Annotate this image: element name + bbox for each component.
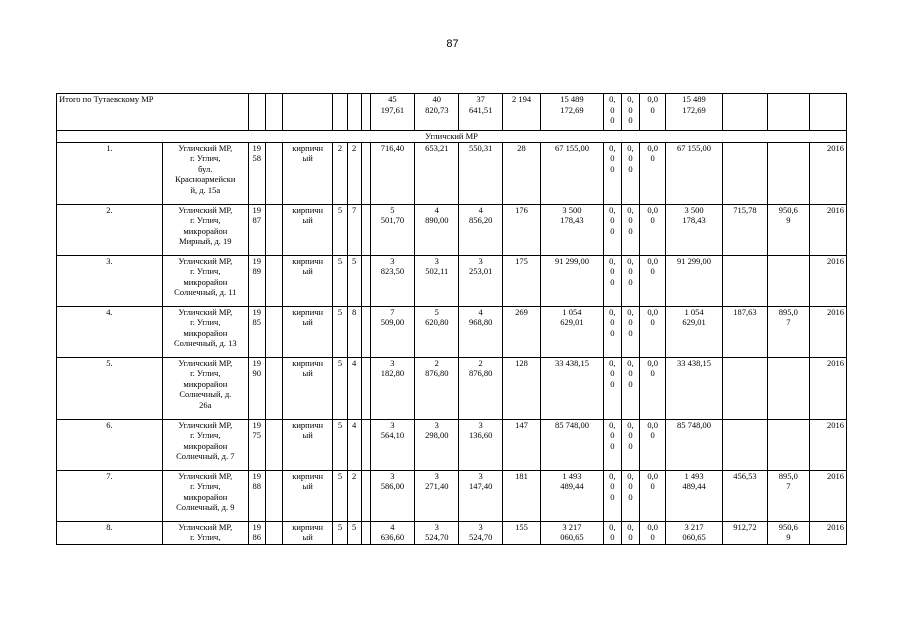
specific-cost bbox=[722, 142, 767, 204]
repair-cost: 1 054 629,01 bbox=[541, 306, 604, 357]
completion-year: 2016 bbox=[809, 419, 847, 470]
entrances: 7 bbox=[347, 204, 361, 255]
living-area: 5 620,80 bbox=[415, 306, 459, 357]
row-number: 8. bbox=[57, 521, 163, 544]
specific-cost bbox=[722, 357, 767, 419]
residents: 269 bbox=[502, 306, 540, 357]
zero-value-1: 0, 0 0 bbox=[603, 470, 621, 521]
completion-year: 2016 bbox=[809, 470, 847, 521]
table-row bbox=[57, 470, 847, 521]
year-built: 19 58 bbox=[248, 142, 265, 204]
private-area: 3 253,01 bbox=[459, 255, 502, 306]
completion-year: 2016 bbox=[809, 306, 847, 357]
blank-cell bbox=[361, 470, 370, 521]
zero-value-1: 0, 0 0 bbox=[603, 255, 621, 306]
max-cost bbox=[768, 357, 809, 419]
private-area: 3 147,40 bbox=[459, 470, 502, 521]
residents: 181 bbox=[502, 470, 540, 521]
blank-cell bbox=[265, 255, 282, 306]
max-cost bbox=[768, 255, 809, 306]
zero-value-1: 0, 0 0 bbox=[603, 306, 621, 357]
entrances: 2 bbox=[347, 470, 361, 521]
completion-year: 2016 bbox=[809, 142, 847, 204]
residents: 175 bbox=[502, 255, 540, 306]
year-built: 19 88 bbox=[248, 470, 265, 521]
specific-cost: 912,72 bbox=[722, 521, 767, 544]
zero-value-3: 0,0 0 bbox=[640, 204, 666, 255]
private-area: 550,31 bbox=[459, 142, 502, 204]
section-row bbox=[57, 131, 847, 143]
year-built: 19 85 bbox=[248, 306, 265, 357]
total-zero-1: 0, 0 0 bbox=[603, 94, 621, 131]
repair-cost-2: 67 155,00 bbox=[666, 142, 722, 204]
zero-value-1: 0, 0 0 bbox=[603, 419, 621, 470]
entrances: 2 bbox=[347, 142, 361, 204]
repair-cost: 67 155,00 bbox=[541, 142, 604, 204]
address: Угличский МР, г. Углич, bbox=[162, 521, 248, 544]
wall-material: кирпичн ый bbox=[282, 470, 332, 521]
row-number: 3. bbox=[57, 255, 163, 306]
entrances: 5 bbox=[347, 255, 361, 306]
residents: 147 bbox=[502, 419, 540, 470]
living-area: 3 502,11 bbox=[415, 255, 459, 306]
private-area: 3 524,70 bbox=[459, 521, 502, 544]
max-cost: 950,6 9 bbox=[768, 521, 809, 544]
repair-cost: 1 493 489,44 bbox=[541, 470, 604, 521]
total-area: 4 636,60 bbox=[370, 521, 414, 544]
blank-cell bbox=[265, 470, 282, 521]
wall-material: кирпичн ый bbox=[282, 306, 332, 357]
section-title: Угличский МР bbox=[57, 131, 847, 143]
address: Угличский МР, г. Углич, микрорайон Солнечный, д. 26а bbox=[162, 357, 248, 419]
private-area: 2 876,80 bbox=[459, 357, 502, 419]
floors: 5 bbox=[333, 470, 347, 521]
blank-cell bbox=[361, 142, 370, 204]
blank-cell bbox=[265, 142, 282, 204]
page-number: 87 bbox=[446, 38, 459, 50]
specific-cost: 456,53 bbox=[722, 470, 767, 521]
completion-year: 2016 bbox=[809, 255, 847, 306]
entrances: 4 bbox=[347, 357, 361, 419]
repair-cost-2: 33 438,15 bbox=[666, 357, 722, 419]
total-residents: 2 194 bbox=[502, 94, 540, 131]
repair-cost: 33 438,15 bbox=[541, 357, 604, 419]
zero-value-3: 0,0 0 bbox=[640, 470, 666, 521]
row-number: 7. bbox=[57, 470, 163, 521]
zero-value-2: 0, 0 0 bbox=[621, 142, 639, 204]
zero-value-1: 0, 0 0 bbox=[603, 142, 621, 204]
zero-value-3: 0,0 0 bbox=[640, 255, 666, 306]
repair-cost-2: 85 748,00 bbox=[666, 419, 722, 470]
completion-year: 2016 bbox=[809, 357, 847, 419]
entrances: 8 bbox=[347, 306, 361, 357]
repair-cost-2: 3 500 178,43 bbox=[666, 204, 722, 255]
floors: 5 bbox=[333, 255, 347, 306]
completion-year: 2016 bbox=[809, 521, 847, 544]
address: Угличский МР, г. Углич, микрорайон Солнечный, д. 9 bbox=[162, 470, 248, 521]
floors: 2 bbox=[333, 142, 347, 204]
address: Угличский МР, г. Углич, микрорайон Мирный, д. 19 bbox=[162, 204, 248, 255]
year-built: 19 87 bbox=[248, 204, 265, 255]
row-number: 4. bbox=[57, 306, 163, 357]
total-area: 3 564,10 bbox=[370, 419, 414, 470]
living-area: 2 876,80 bbox=[415, 357, 459, 419]
max-cost bbox=[768, 142, 809, 204]
zero-value-2: 0, 0 0 bbox=[621, 204, 639, 255]
residents: 155 bbox=[502, 521, 540, 544]
specific-cost bbox=[722, 419, 767, 470]
zero-value-1: 0, 0 bbox=[603, 521, 621, 544]
living-area: 3 298,00 bbox=[415, 419, 459, 470]
row-number: 1. bbox=[57, 142, 163, 204]
residents: 128 bbox=[502, 357, 540, 419]
year-built: 19 89 bbox=[248, 255, 265, 306]
floors: 5 bbox=[333, 357, 347, 419]
specific-cost: 715,78 bbox=[722, 204, 767, 255]
address: Угличский МР, г. Углич, бул. Красноармейски й, д. 15а bbox=[162, 142, 248, 204]
table-row bbox=[57, 255, 847, 306]
total-area: 3 823,50 bbox=[370, 255, 414, 306]
wall-material: кирпичн ый bbox=[282, 204, 332, 255]
repair-cost: 91 299,00 bbox=[541, 255, 604, 306]
specific-cost bbox=[722, 255, 767, 306]
address: Угличский МР, г. Углич, микрорайон Солнечный, д. 13 bbox=[162, 306, 248, 357]
blank-cell bbox=[361, 204, 370, 255]
zero-value-3: 0,0 0 bbox=[640, 521, 666, 544]
total-zero-2: 0, 0 0 bbox=[621, 94, 639, 131]
address: Угличский МР, г. Углич, микрорайон Солнечный, д. 7 bbox=[162, 419, 248, 470]
blank-cell bbox=[361, 419, 370, 470]
row-number: 2. bbox=[57, 204, 163, 255]
zero-value-1: 0, 0 0 bbox=[603, 204, 621, 255]
zero-value-3: 0,0 0 bbox=[640, 357, 666, 419]
blank-cell bbox=[361, 521, 370, 544]
private-area: 3 136,60 bbox=[459, 419, 502, 470]
total-area-1: 45 197,61 bbox=[370, 94, 414, 131]
zero-value-2: 0, 0 0 bbox=[621, 419, 639, 470]
blank-cell bbox=[361, 357, 370, 419]
private-area: 4 856,20 bbox=[459, 204, 502, 255]
repair-cost-2: 1 493 489,44 bbox=[666, 470, 722, 521]
blank-cell bbox=[361, 255, 370, 306]
floors: 5 bbox=[333, 419, 347, 470]
blank-cell bbox=[265, 357, 282, 419]
zero-value-1: 0, 0 0 bbox=[603, 357, 621, 419]
total-label: Итого по Тутаевскому МР bbox=[57, 94, 249, 131]
total-cost-2: 15 489 172,69 bbox=[666, 94, 722, 131]
total-zero-3: 0,0 0 bbox=[640, 94, 666, 131]
entrances: 5 bbox=[347, 521, 361, 544]
blank-cell bbox=[265, 306, 282, 357]
blank-cell bbox=[361, 306, 370, 357]
completion-year: 2016 bbox=[809, 204, 847, 255]
blank-cell bbox=[265, 521, 282, 544]
living-area: 3 271,40 bbox=[415, 470, 459, 521]
entrances: 4 bbox=[347, 419, 361, 470]
wall-material: кирпичн ый bbox=[282, 521, 332, 544]
total-area-3: 37 641,51 bbox=[459, 94, 502, 131]
register-table bbox=[56, 93, 847, 545]
wall-material: кирпичн ый bbox=[282, 357, 332, 419]
zero-value-3: 0,0 0 bbox=[640, 419, 666, 470]
row-number: 6. bbox=[57, 419, 163, 470]
table-row bbox=[57, 142, 847, 204]
wall-material: кирпичн ый bbox=[282, 142, 332, 204]
total-area: 716,40 bbox=[370, 142, 414, 204]
repair-cost: 3 217 060,65 bbox=[541, 521, 604, 544]
private-area: 4 968,80 bbox=[459, 306, 502, 357]
year-built: 19 90 bbox=[248, 357, 265, 419]
floors: 5 bbox=[333, 306, 347, 357]
zero-value-3: 0,0 0 bbox=[640, 306, 666, 357]
floors: 5 bbox=[333, 204, 347, 255]
total-area-2: 40 820,73 bbox=[415, 94, 459, 131]
living-area: 3 524,70 bbox=[415, 521, 459, 544]
specific-cost: 187,63 bbox=[722, 306, 767, 357]
zero-value-3: 0,0 0 bbox=[640, 142, 666, 204]
table-row bbox=[57, 521, 847, 544]
year-built: 19 86 bbox=[248, 521, 265, 544]
wall-material: кирпичн ый bbox=[282, 419, 332, 470]
residents: 28 bbox=[502, 142, 540, 204]
zero-value-2: 0, 0 0 bbox=[621, 357, 639, 419]
total-area: 3 586,00 bbox=[370, 470, 414, 521]
max-cost bbox=[768, 419, 809, 470]
total-area: 3 182,80 bbox=[370, 357, 414, 419]
year-built: 19 75 bbox=[248, 419, 265, 470]
repair-cost: 85 748,00 bbox=[541, 419, 604, 470]
total-row bbox=[57, 94, 847, 131]
living-area: 4 890,00 bbox=[415, 204, 459, 255]
total-area: 5 501,70 bbox=[370, 204, 414, 255]
table-row bbox=[57, 357, 847, 419]
residents: 176 bbox=[502, 204, 540, 255]
table-row bbox=[57, 204, 847, 255]
blank-cell bbox=[265, 419, 282, 470]
total-area: 7 509,00 bbox=[370, 306, 414, 357]
floors: 5 bbox=[333, 521, 347, 544]
blank-cell bbox=[265, 204, 282, 255]
zero-value-2: 0, 0 0 bbox=[621, 255, 639, 306]
living-area: 653,21 bbox=[415, 142, 459, 204]
table-row bbox=[57, 419, 847, 470]
table-row bbox=[57, 306, 847, 357]
max-cost: 950,6 9 bbox=[768, 204, 809, 255]
zero-value-2: 0, 0 bbox=[621, 521, 639, 544]
zero-value-2: 0, 0 0 bbox=[621, 306, 639, 357]
max-cost: 895,0 7 bbox=[768, 470, 809, 521]
row-number: 5. bbox=[57, 357, 163, 419]
repair-cost-2: 3 217 060,65 bbox=[666, 521, 722, 544]
max-cost: 895,0 7 bbox=[768, 306, 809, 357]
repair-cost: 3 500 178,43 bbox=[541, 204, 604, 255]
address: Угличский МР, г. Углич, микрорайон Солнечный, д. 11 bbox=[162, 255, 248, 306]
repair-cost-2: 91 299,00 bbox=[666, 255, 722, 306]
repair-cost-2: 1 054 629,01 bbox=[666, 306, 722, 357]
zero-value-2: 0, 0 0 bbox=[621, 470, 639, 521]
wall-material: кирпичн ый bbox=[282, 255, 332, 306]
total-cost: 15 489 172,69 bbox=[541, 94, 604, 131]
